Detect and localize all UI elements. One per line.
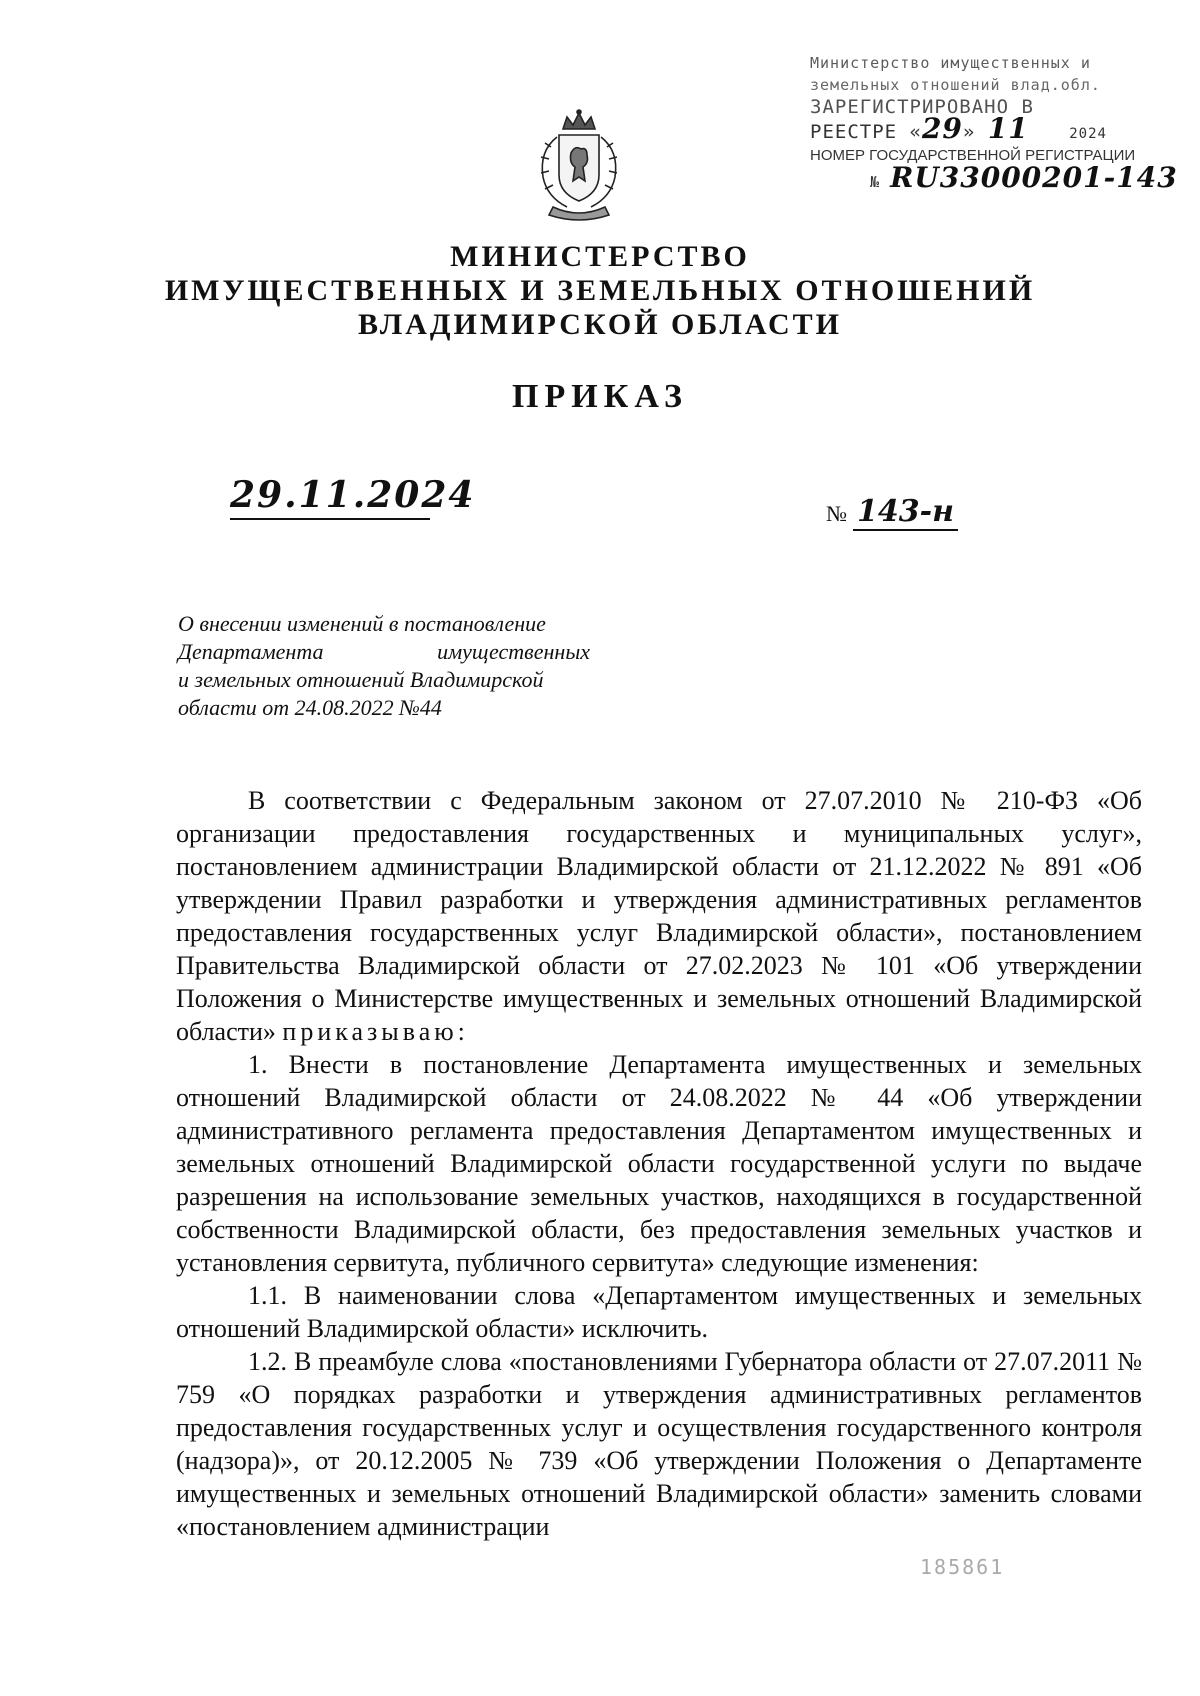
order-subject bbox=[178, 610, 590, 722]
stamp-handwritten-day: 29 bbox=[921, 112, 963, 145]
stamp-year: 2024 bbox=[1069, 126, 1107, 142]
order-number-handwritten: 143-н bbox=[853, 494, 958, 531]
order-number bbox=[826, 494, 966, 531]
ministry-line-1: МИНИСТЕРСТВО bbox=[450, 240, 750, 273]
order-date-handwritten: 29.11.2024 bbox=[230, 474, 430, 520]
order-title: ПРИКАЗ bbox=[512, 378, 688, 415]
order-body bbox=[176, 784, 1142, 1543]
item-1-2-paragraph: 1.2. В преамбуле слова «постановлениями Губернатора области от 27.07.2011 № 759 «О порядках разработки и утверждения административных регламентов предоставления государственных услуг и осуществления государственного контроля (надзора)», от 20.12.2005 № 739 «Об утверждении Положения о Департаменте имущественных и земельных отношений Владимирской области» заменить словами «постановлением администрации bbox=[176, 1347, 1142, 1541]
stamp-line-4 bbox=[810, 112, 1160, 145]
subject-word-property: имущественных bbox=[437, 639, 590, 664]
stamp-line-3: ЗАРЕГИСТРИРОВАНО В bbox=[810, 96, 1034, 118]
registration-stamp bbox=[810, 52, 1178, 194]
coat-of-arms-icon bbox=[523, 107, 635, 223]
page-mark: 185861 bbox=[920, 1555, 1005, 1579]
subject-line-2 bbox=[178, 638, 590, 666]
preamble-paragraph bbox=[176, 784, 1142, 1048]
preamble-text: В соответствии с Федеральным законом от 27.07.2010 № 210-ФЗ «Об организации предоставления государственных и муниципальных услуг», постановлением администрации Владимирской области от 21.12.2022 № 891 «Об утверждении Правил разработки и утверждения административных регламентов предоставления государственных услуг Владимирской области», постановлением Правительства Владимирской области от 27.02.2023 № 101 «Об утверждении Положения о Министерстве имущественных и земельных отношений Владимирской области» bbox=[176, 786, 1142, 1046]
stamp-handwritten-month: 11 bbox=[987, 112, 1029, 145]
ministry-header bbox=[100, 240, 1100, 342]
subject-line-4: области от 24.08.2022 №44 bbox=[178, 695, 442, 720]
stamp-line-2: земельных отношений влад.обл. bbox=[810, 76, 1101, 94]
stamp-number-label: № bbox=[870, 173, 881, 191]
stamp-handwritten-reg-number: RU33000201-143 bbox=[890, 161, 1178, 194]
item-1-paragraph: 1. Внести в постановление Департамента имущественных и земельных отношений Владимирской области от 24.08.2022 № 44 «Об утверждении административного регламента предоставления Департаментом имущественных и земельных отношений Владимирской области государственной услуги по выдаче разрешения на использование земельных участков, находящихся в государственной собственности Владимирской области, без предоставления земельных участков и установления сервитута, публичного сервитута» следующие изменения: bbox=[176, 1050, 1142, 1277]
stamp-line-6 bbox=[810, 161, 1178, 194]
subject-word-department: Департамента bbox=[178, 639, 324, 664]
ministry-line-3: ВЛАДИМИРСКОЙ ОБЛАСТИ bbox=[358, 308, 842, 341]
order-number-label: № bbox=[826, 501, 847, 526]
stamp-quote: » bbox=[962, 121, 976, 143]
item-1-1-paragraph: 1.1. В наименовании слова «Департаментом имущественных и земельных отношений Владимирской области» исключить. bbox=[176, 1281, 1142, 1343]
stamp-line-1: Министерство имущественных и bbox=[810, 54, 1091, 72]
subject-line-3: и земельных отношений Владимирской bbox=[178, 667, 544, 692]
order-word: приказываю: bbox=[282, 1017, 469, 1046]
subject-line-1: О внесении изменений в постановление bbox=[178, 611, 546, 636]
ministry-line-2: ИМУЩЕСТВЕННЫХ И ЗЕМЕЛЬНЫХ ОТНОШЕНИЙ bbox=[164, 274, 1036, 307]
stamp-registry-label: РЕЕСТРЕ « bbox=[810, 121, 922, 143]
stamp-line-5: НОМЕР ГОСУДАРСТВЕННОЙ РЕГИСТРАЦИИ bbox=[810, 147, 1136, 164]
